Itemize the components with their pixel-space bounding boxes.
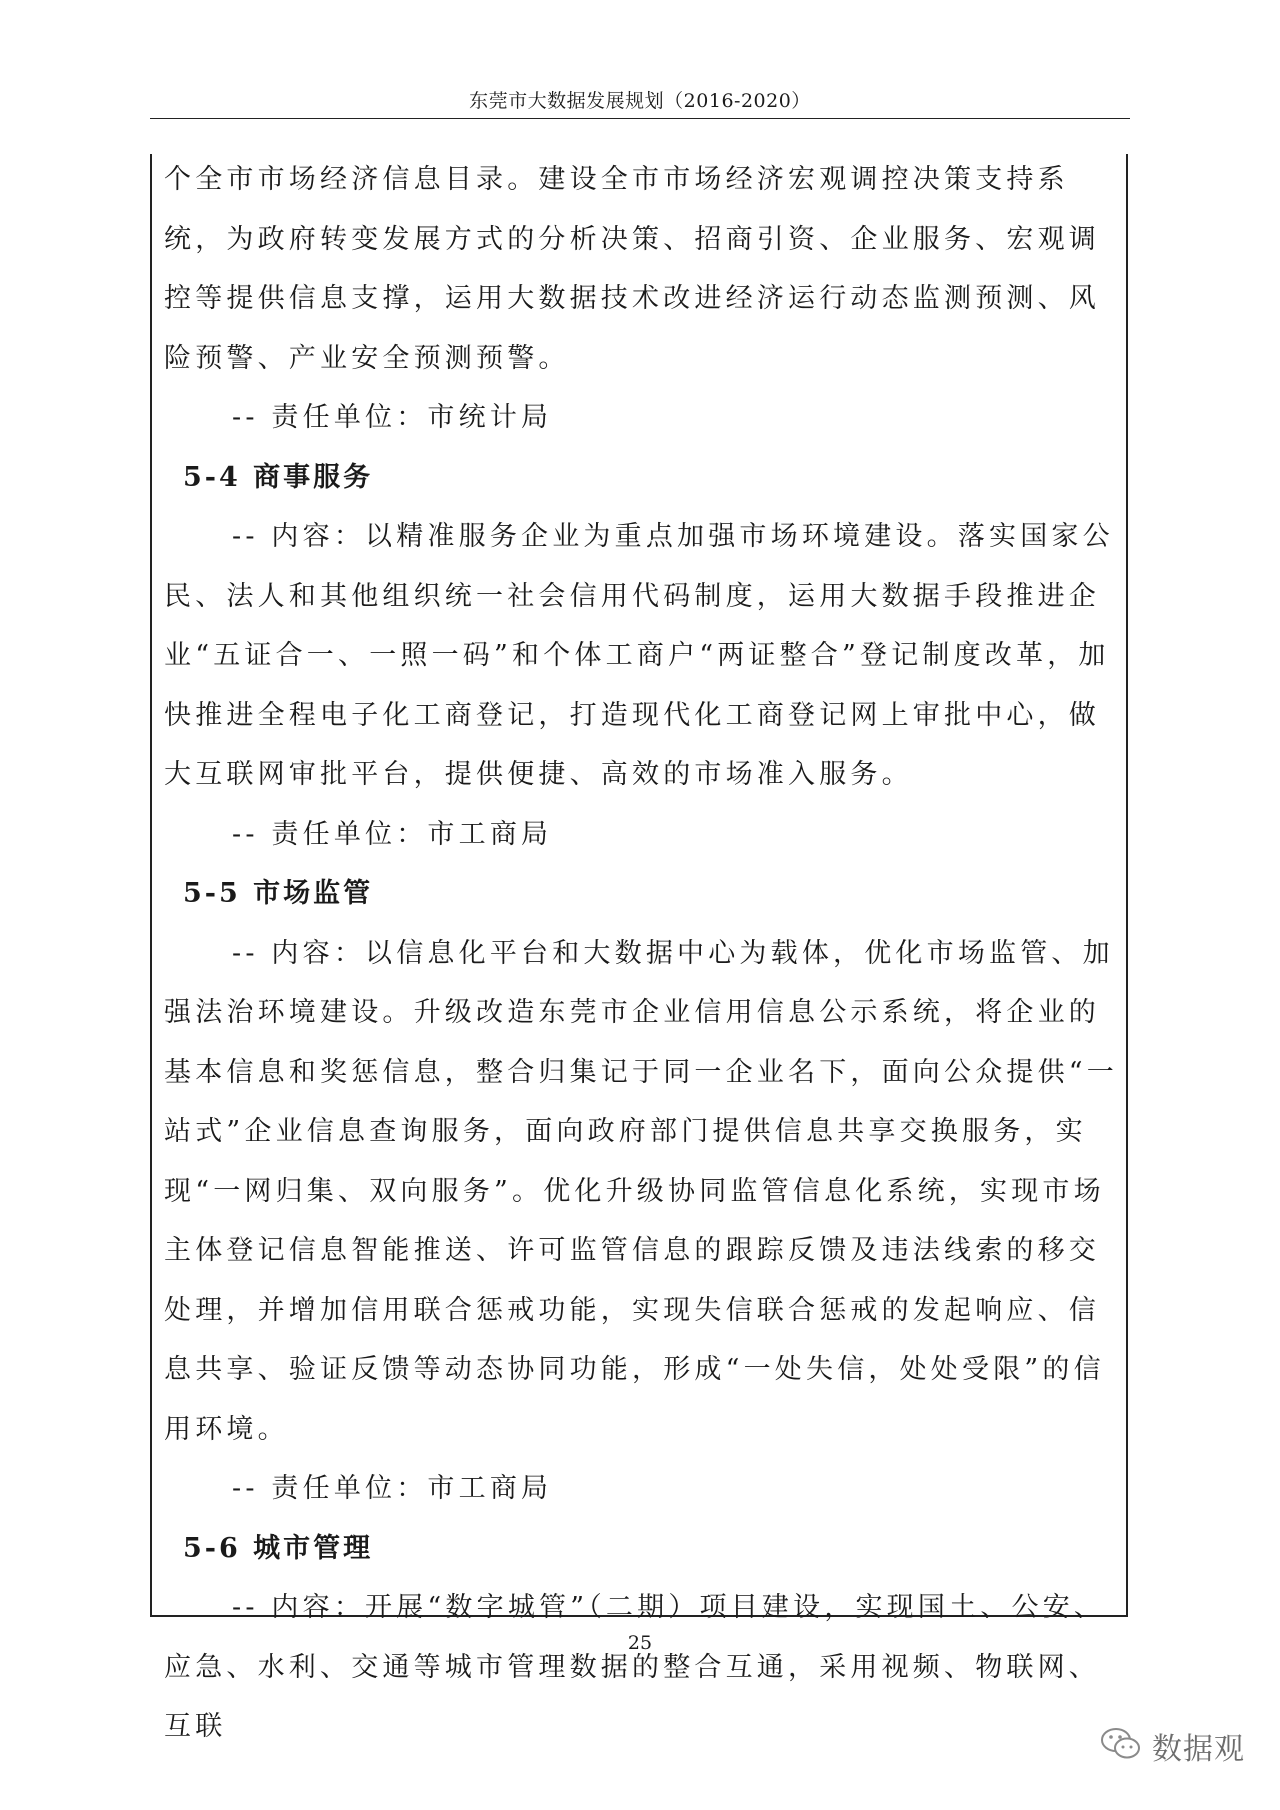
page-number: 25 xyxy=(627,1632,653,1654)
header-rule xyxy=(150,118,1130,119)
section-heading-5-5: 5-5 市场监管 xyxy=(183,878,374,909)
running-header: 东莞市大数据发展规划（2016-2020） xyxy=(469,90,811,112)
document-body xyxy=(164,150,1120,1757)
section-heading-5-6: 5-6 城市管理 xyxy=(183,1532,374,1564)
paragraph-stats: 个全市市场经济信息目录。建设全市市场经济宏观调控决策支持系统，为政府转变发展方式的分析决策、招商引资、企业服务、宏观调控等提供信息支撑，运用大数据技术改进经济运行动态监测预测、风险预警、产业安全预测预警。 xyxy=(164,164,1100,374)
responsible-unit-5-4: -- 责任单位：市工商局 xyxy=(232,818,553,850)
watermark xyxy=(1100,1726,1245,1766)
content-5-5: -- 内容：以信息化平台和大数据中心为载体，优化市场监管、加强法治环境建设。升级改造东莞市企业信用信息公示系统，将企业的基本信息和奖惩信息，整合归集记于同一企业名下，面向公众提供“一站式”企业信息查询服务，面向政府部门提供信息共享交换服务，实现“一网归集、双向服务”。优化升级协同监管信息化系统，实现市场主体登记信息智能推送、许可监管信息的跟踪反馈及违法线索的移交处理，并增加信用联合惩戒功能，实现失信联合惩戒的发起响应、信息共享、验证反馈等动态协同功能，形成“一处失信，处处受限”的信用环境。 xyxy=(164,937,1119,1445)
watermark-text: 数据观 xyxy=(1152,1732,1245,1767)
responsible-unit-5-5: -- 责任单位：市工商局 xyxy=(232,1473,553,1504)
responsible-unit-stats: -- 责任单位：市统计局 xyxy=(232,402,553,433)
content-5-4: -- 内容：以精准服务企业为重点加强市场环境建设。落实国家公民、法人和其他组织统一社会信用代码制度，运用大数据手段推进企业“五证合一、一照一码”和个体工商户“两证整合”登记制度改革，加快推进全程电子化工商登记，打造现代化工商登记网上审批中心，做大互联网审批平台，提供便捷、高效的市场准入服务。 xyxy=(164,521,1114,790)
wechat-icon xyxy=(1100,1726,1142,1766)
section-heading-5-4: 5-4 商事服务 xyxy=(183,461,374,493)
content-5-6: -- 内容：开展“数字城管”（二期）项目建设，实现国土、公安、应急、水利、交通等城市管理数据的整合互通，采用视频、物联网、互联 xyxy=(164,1592,1106,1742)
